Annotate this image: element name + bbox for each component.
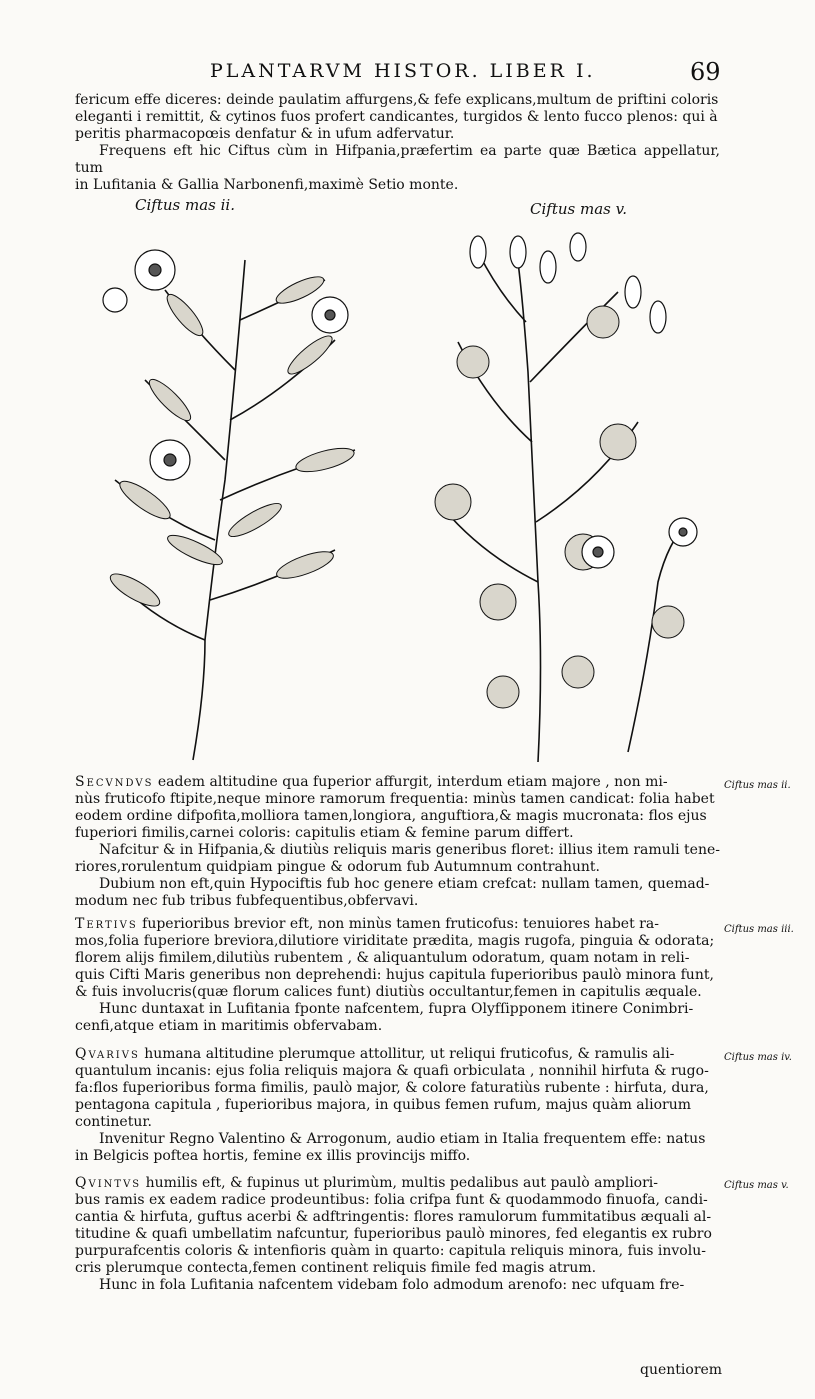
text-line: fuperioribus brevior eft, non minùs tamen fruticofus: tenuiores habet ra- [137, 916, 659, 932]
text-line: bus ramis ex eadem radice prodeuntibus: folia crifpa funt & quodammodo finuofa, candi- [75, 1192, 708, 1208]
text-line: quis Cifti Maris generibus non deprehendi: hujus capitula fuperioribus paulò minora funt, [75, 967, 714, 983]
intro-line: Frequens eft hic Ciftus cùm in Hifpania,præfertim ea parte quæ Bætica appellatur, tum [75, 143, 720, 176]
text-line: in Belgicis poftea hortis, femine ex illis provincijs miffo. [75, 1148, 471, 1164]
woodcut-cistus-mas-ii [75, 220, 415, 770]
intro-line: peritis pharmacopœis denfatur & in ufum adfervatur. [75, 126, 455, 142]
text-line: purpurafcentis coloris & intenfioris quàm in quarto: capitula reliquis minora, fuis involu- [75, 1243, 706, 1259]
text-line: humilis eft, & fupinus ut plurimùm, multis pedalibus aut paulò ampliori- [141, 1175, 659, 1191]
section-iv [75, 1046, 720, 1165]
running-title: PLANTARVM HISTOR. LIBER I. [210, 60, 596, 82]
intro-line: fericum effe diceres: deinde paulatim affurgens,& fefe explicans,multum de priftini coloris [75, 92, 719, 108]
woodcut-cistus-mas-v [418, 222, 728, 767]
section-lead: Qvintvs [75, 1175, 142, 1191]
text-line: mos,folia fuperiore breviora,dilutiore viriditate prædita, magis rugofa, pinguia & odorata; [75, 933, 715, 949]
text-line: cenfi,atque etiam in maritimis obfervabam. [75, 1018, 383, 1034]
text-line: pentagona capitula , fuperioribus majora, in quibus femen rufum, majus quàm aliorum [75, 1097, 692, 1113]
text-line: Hunc in fola Lufitania nafcentem videbam folo admodum arenofo: nec ufquam fre- [99, 1277, 685, 1293]
section-ii [75, 774, 720, 910]
figure-caption-left: Ciftus mas ii. [135, 196, 235, 214]
text-line: eodem ordine difpofita,molliora tamen,longiora, anguftiora,& magis mucronata: flos ejus [75, 808, 707, 824]
text-line: humana altitudine plerumque attollitur, ut reliqui fruticofus, & ramulis ali- [139, 1046, 675, 1062]
section-lead: Tertivs [75, 916, 138, 932]
text-line: riores,rorulentum quidpiam pingue & odorum fub Autumnum contrahunt. [75, 859, 600, 875]
margin-note: Ciftus mas iv. [724, 1052, 792, 1063]
text-line: modum nec fub tribus fubfequentibus,obfervavi. [75, 893, 419, 909]
text-line: nùs fruticofo ftipite,neque minore ramorum frequentia: minùs tamen candicat: folia habet [75, 791, 715, 807]
margin-note: Ciftus mas iii. [724, 924, 794, 935]
text-line: quantulum incanis: ejus folia reliquis majora & quafi orbiculata , nonnihil hirfuta & rugo- [75, 1063, 709, 1079]
text-line: florem alijs fimilem,dilutiùs rubentem , & aliquantulum odoratum, quam notam in reli- [75, 950, 690, 966]
text-line: cantia & hirfuta, guftus acerbi & adftringentis: flores ramulorum fummitatibus æquali al- [75, 1209, 712, 1225]
text-line: cris plerumque contecta,femen continent reliquis fimile fed magis atrum. [75, 1260, 597, 1276]
page-header [0, 58, 815, 88]
text-line: & fuis involucris(quæ florum calices funt) diutiùs occultantur,femen in capitulis æquale. [75, 984, 702, 1000]
intro-line: eleganti i remittit, & cytinos fuos profert candicantes, turgidos & lento fucco plenos: qui à [75, 109, 718, 125]
text-line: Invenitur Regno Valentino & Arrogonum, audio etiam in Italia frequentem effe: natus [99, 1131, 706, 1147]
text-line: continetur. [75, 1114, 152, 1130]
text-line: Dubium non eft,quin Hypociftis fub hoc genere etiam crefcat: nullam tamen, quemad- [99, 876, 710, 892]
catchword: quentiorem [640, 1362, 723, 1378]
section-lead: Secvndvs [75, 774, 154, 790]
text-line: Hunc duntaxat in Lufitania fponte nafcentem, fupra Olyfſipponem itinere Conimbri- [99, 1001, 694, 1017]
intro-line: in Lufitania & Gallia Narbonenfi,maximè Setio monte. [75, 177, 459, 193]
intro-text [75, 92, 720, 194]
section-lead: Qvarivs [75, 1046, 140, 1062]
text-line: fuperiori fimilis,carnei coloris: capitulis etiam & femine parum differt. [75, 825, 574, 841]
figure-caption-right: Ciftus mas v. [530, 200, 628, 218]
text-line: fa:flos fuperioribus forma fimilis, paulò major, & colore faturatiùs rubente : hirfuta, dura, [75, 1080, 709, 1096]
section-iii [75, 916, 720, 1035]
text-line: eadem altitudine qua fuperior affurgit, interdum etiam majore , non mi- [153, 774, 668, 790]
margin-note: Ciftus mas ii. [724, 780, 791, 791]
section-v [75, 1175, 720, 1294]
text-line: Nafcitur & in Hifpania,& diutiùs reliquis maris generibus floret: illius item ramuli tene- [99, 842, 721, 858]
margin-note: Ciftus mas v. [724, 1180, 789, 1191]
text-line: titudine & quafi umbellatim nafcuntur, fuperioribus paulò minores, fed elegantis ex rubro [75, 1226, 712, 1242]
page-number: 69 [690, 58, 721, 86]
